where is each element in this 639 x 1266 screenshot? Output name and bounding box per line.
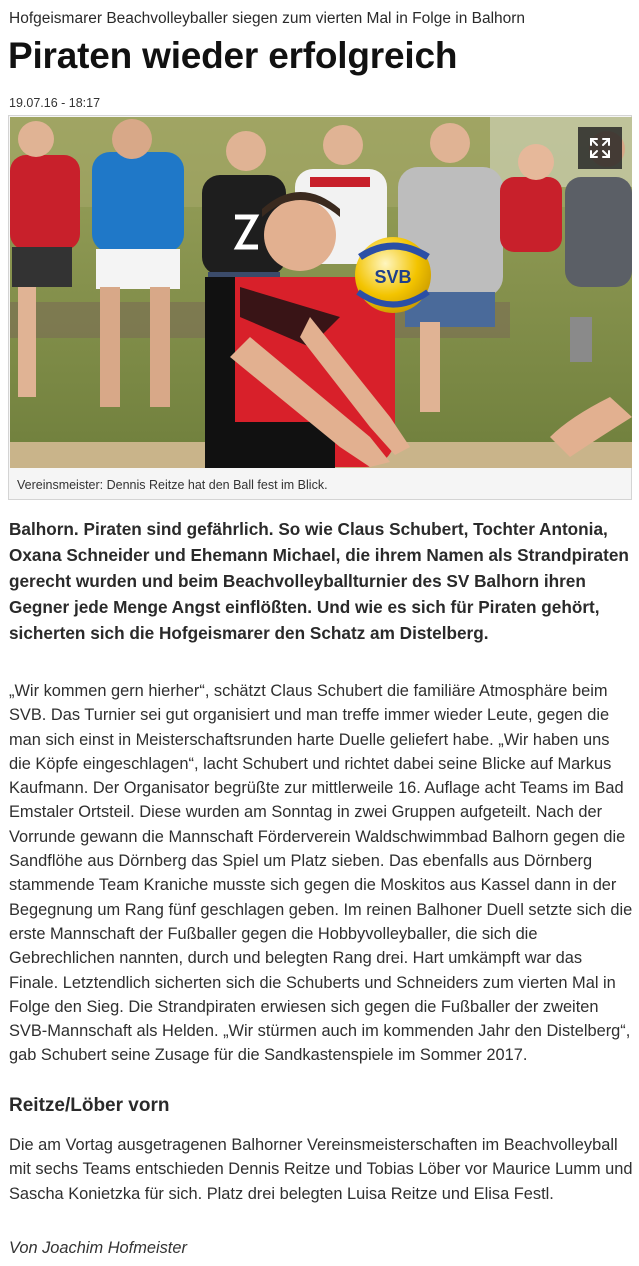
expand-arrows-icon bbox=[589, 137, 611, 159]
article-headline: Piraten wieder erfolgreich bbox=[8, 35, 458, 76]
ball-text: SVB bbox=[374, 267, 412, 287]
photo-caption: Vereinsmeister: Dennis Reitze hat den Ball fest im Blick. bbox=[17, 478, 328, 492]
article-lead: Balhorn. Piraten sind gefährlich. So wie Claus Schubert, Tochter Antonia, Oxana Schneider und Ehemann Michael, die ihrem Namen als Strandpiraten gerecht wurden und beim Beachvolleyballturnier des SV Balhorn ihren Gegner jede Menge Angst einflößten. Und wie es sich für Piraten gehört, sicherten sich die Hofgeismarer den Schatz am Distelberg. bbox=[9, 519, 629, 643]
article-body: „Wir kommen gern hierher“, schätzt Claus Schubert die familiäre Atmosphäre beim SVB. Das Turnier sei gut organisiert und man treffe immer wieder Leute, gegen die man sich einst in Meisterschaftsrunden harte Duelle geliefert habe. „Wir haben uns die Köpfe eingeschlagen“, lacht Schubert und richtet dabei seine Blicke auf Markus Kaufmann. Der Organisator begrüßte zur mittlerweile 16. Auflage acht Teams im Bad Emstaler Ortsteil. Diese wurden am Sonntag in zwei Gruppen aufgeteilt. Nach der Vorrunde gewann die Mannschaft Förderverein Waldschwimmbad Balhorn gegen die Sandflöhe aus Dörnberg das Spiel um Platz sieben. Das ebenfalls aus Dörnberg stammende Team Kraniche musste sich gegen die Moskitos aus Kassel dann in der Begegnung um Rang fünf geschlagen geben. Im reinen Balhoner Duell setzte sich die erste Mannschaft der Fußballer gegen die Hobbyvolleyballer, die sich die Gebrechlichen nannten, durch und belegten Rang drei. Hart umkämpft war das Finale. Letztendlich sicherten sich die Schuberts und Schneiders zum vierten Mal in Folge den Sieg. Die Strandpiraten erwiesen sich gegen die Fußballer der zweiten SVB-Mannschaft als Helden. „Wir stürmen auch im kommenden Jahr den Distelberg“, gab Schubert seine Zusage für die Sandkastenspiele im Sommer 2017. bbox=[9, 682, 633, 1065]
article-body-2: Die am Vortag ausgetragenen Balhorner Vereinsmeisterschaften im Beachvolleyball mit sechs Teams entschieden Dennis Reitze und Tobias Löber vor Maurice Lumm und Sascha Konietzka für sich. Platz drei belegten Luisa Reitze und Elisa Festl. bbox=[9, 1136, 633, 1203]
expand-photo-button[interactable] bbox=[578, 127, 622, 169]
photo-figure bbox=[8, 115, 632, 500]
article-author: Von Joachim Hofmeister bbox=[9, 1239, 187, 1257]
article-subhead: Reitze/Löber vorn bbox=[9, 1095, 170, 1116]
photo-illustration bbox=[10, 117, 632, 468]
article-kicker: Hofgeismarer Beachvolleyballer siegen zum vierten Mal in Folge in Balhorn bbox=[9, 10, 526, 27]
article-dateline: 19.07.16 - 18:17 bbox=[9, 96, 101, 110]
article-photo[interactable] bbox=[10, 117, 632, 468]
